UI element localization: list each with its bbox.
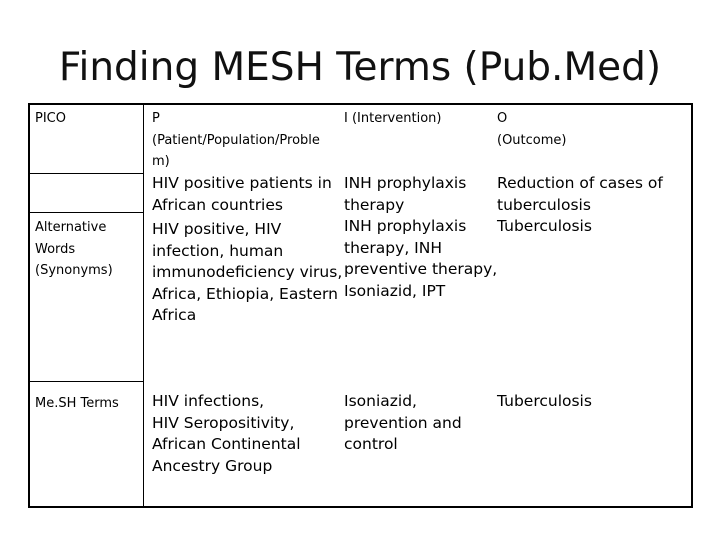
pico-table (28, 103, 693, 508)
row-divider-label-1 (28, 173, 144, 174)
row-divider-label-3 (28, 381, 144, 382)
population-mesh-terms: HIV infections, HIV Seropositivity, African Continental Ancestry Group (152, 392, 301, 475)
outcome-synonyms: Tuberculosis (497, 217, 592, 235)
table-border-bottom (28, 506, 693, 508)
header-outcome: O (Outcome) (497, 111, 567, 148)
row-divider-label-2 (28, 212, 144, 213)
population-description: HIV positive patients in African countries (152, 174, 332, 214)
header-population: P (Patient/Population/Proble m) (152, 111, 320, 169)
population-synonyms: HIV positive, HIV infection, human immunodeficiency virus, Africa, Ethiopia, Eastern Africa (152, 220, 343, 324)
table-border-right (691, 103, 693, 508)
alternative-words-label: Alternative Words (Synonyms) (35, 220, 113, 278)
table-border-left (28, 103, 30, 508)
header-intervention: I (Intervention) (344, 111, 442, 126)
table-border-top (28, 103, 693, 105)
intervention-description: INH prophylaxis therapy (344, 174, 467, 214)
intervention-synonyms: INH prophylaxis therapy, INH preventive therapy, Isoniazid, IPT (344, 217, 498, 300)
outcome-description: Reduction of cases of tuberculosis (497, 174, 663, 214)
column-divider (143, 103, 144, 508)
slide-title: Finding MESH Terms (Pub.Med) (58, 45, 662, 90)
intervention-mesh-terms: Isoniazid, prevention and control (344, 392, 462, 453)
mesh-terms-label: Me.SH Terms (35, 396, 119, 411)
outcome-mesh-terms: Tuberculosis (497, 392, 592, 410)
pico-label: PICO (35, 111, 66, 126)
